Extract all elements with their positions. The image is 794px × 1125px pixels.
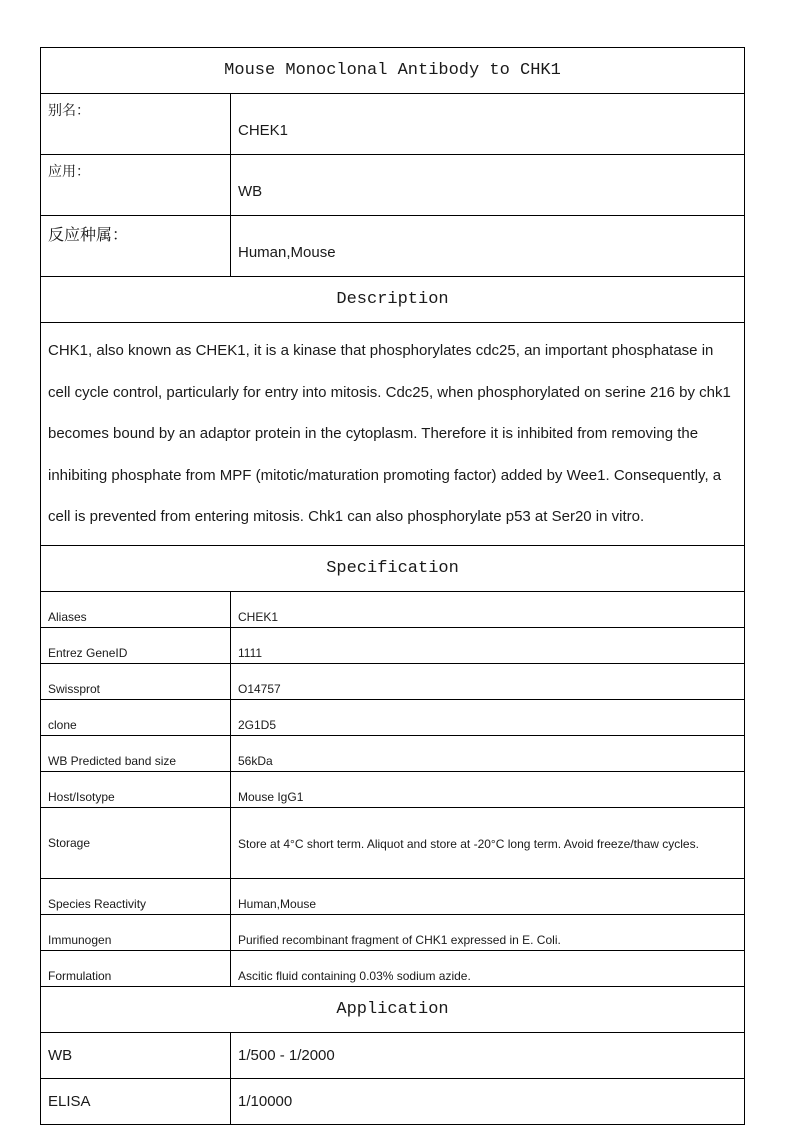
application-value: WB xyxy=(231,155,745,216)
spec-value: Ascitic fluid containing 0.03% sodium azide. xyxy=(231,951,745,987)
page-title: Mouse Monoclonal Antibody to CHK1 xyxy=(41,48,745,94)
alias-label: 别名： xyxy=(41,94,231,155)
spec-label: clone xyxy=(41,700,231,736)
table-row xyxy=(41,1033,745,1079)
spec-value: O14757 xyxy=(231,664,745,700)
spec-label: Aliases xyxy=(41,592,231,628)
spec-label: Storage xyxy=(41,808,231,879)
spec-label: WB Predicted band size xyxy=(41,736,231,772)
spec-value: 1111 xyxy=(231,628,745,664)
application-row xyxy=(41,155,745,216)
table-row xyxy=(41,700,745,736)
table-row xyxy=(41,628,745,664)
table-row xyxy=(41,915,745,951)
spec-label: Host/Isotype xyxy=(41,772,231,808)
spec-value: Mouse IgG1 xyxy=(231,772,745,808)
description-heading: Description xyxy=(41,277,745,323)
spec-value: Purified recombinant fragment of CHK1 expressed in E. Coli. xyxy=(231,915,745,951)
alias-value: CHEK1 xyxy=(231,94,745,155)
reactivity-label: 反应种属： xyxy=(41,216,231,277)
spec-label: Entrez GeneID xyxy=(41,628,231,664)
spec-label: Formulation xyxy=(41,951,231,987)
app-value: 1/500 - 1/2000 xyxy=(231,1033,745,1079)
spec-value: 56kDa xyxy=(231,736,745,772)
spec-label: Immunogen xyxy=(41,915,231,951)
spec-value: Store at 4°C short term. Aliquot and store at -20°C long term. Avoid freeze/thaw cycles. xyxy=(231,808,745,879)
app-value: 1/10000 xyxy=(231,1079,745,1125)
app-label: WB xyxy=(41,1033,231,1079)
app-label: ELISA xyxy=(41,1079,231,1125)
description-text: CHK1, also known as CHEK1, it is a kinase that phosphorylates cdc25, an important phosphatase in cell cycle control, particularly for entry into mitosis. Cdc25, when phosphorylated on serine 216 by chk1 becomes bound by an adaptor protein in the cytoplasm. Therefore it is inhibited from removing the inhibiting phosphate from MPF (mitotic/maturation promoting factor) added by Wee1. Consequently, a cell is prevented from entering mitosis. Chk1 can also phosphorylate p53 at Ser20 in vitro. xyxy=(41,323,745,546)
specification-heading: Specification xyxy=(41,546,745,592)
datasheet-table xyxy=(40,47,745,1125)
application-label: 应用： xyxy=(41,155,231,216)
table-row xyxy=(41,772,745,808)
spec-value: CHEK1 xyxy=(231,592,745,628)
table-row xyxy=(41,1079,745,1125)
spec-value: Human,Mouse xyxy=(231,879,745,915)
table-row xyxy=(41,808,745,879)
table-row xyxy=(41,664,745,700)
reactivity-value: Human,Mouse xyxy=(231,216,745,277)
spec-label: Swissprot xyxy=(41,664,231,700)
table-row xyxy=(41,951,745,987)
spec-value: 2G1D5 xyxy=(231,700,745,736)
table-row xyxy=(41,736,745,772)
spec-label: Species Reactivity xyxy=(41,879,231,915)
application-heading: Application xyxy=(41,987,745,1033)
table-row xyxy=(41,879,745,915)
alias-row xyxy=(41,94,745,155)
table-row xyxy=(41,592,745,628)
reactivity-row xyxy=(41,216,745,277)
